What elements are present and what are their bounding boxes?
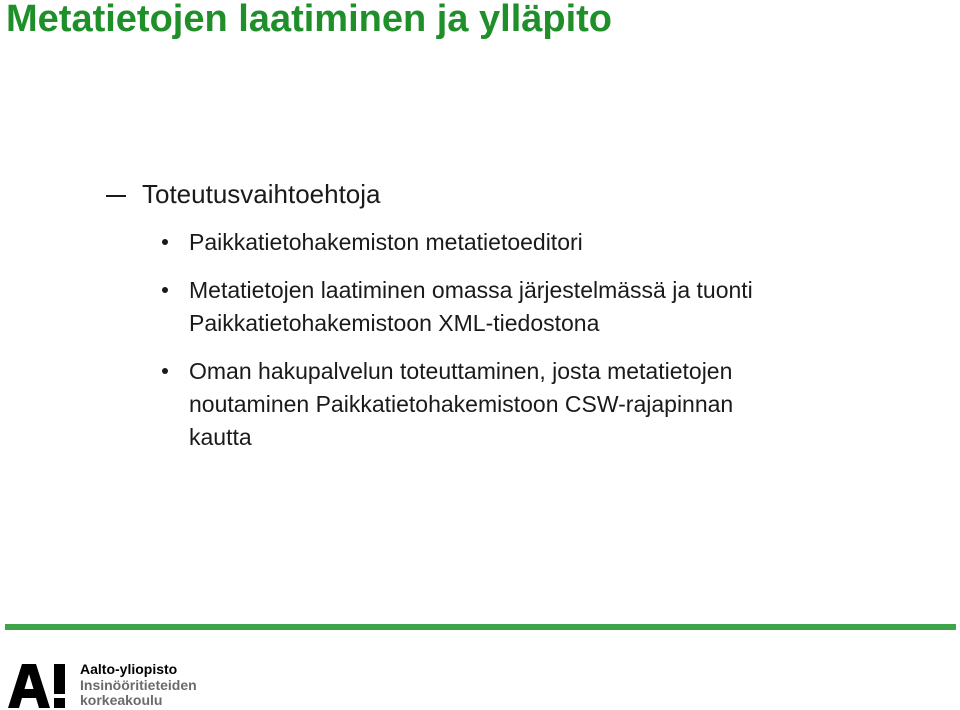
bullet-line: kautta	[189, 424, 252, 450]
level1-text: Toteutusvaihtoehtoja	[142, 179, 381, 209]
dash-bullet-icon	[106, 195, 126, 197]
bullet-item	[156, 355, 856, 454]
bullet-line: Metatietojen laatiminen omassa järjestelmässä ja tuonti	[189, 277, 753, 303]
bullet-line: Oman hakupalvelun toteuttaminen, josta metatietojen	[189, 358, 733, 384]
bullet-dot-icon	[162, 239, 168, 245]
bullet-line: Paikkatietohakemiston metatietoeditori	[189, 229, 583, 255]
bullet-line: Paikkatietohakemistoon XML-tiedostona	[189, 310, 600, 336]
bullet-item	[156, 226, 856, 259]
logo-line-school: Insinööritieteiden	[80, 676, 197, 693]
bullet-line: noutaminen Paikkatietohakemistoon CSW-rajapinnan	[189, 391, 734, 417]
slide-title: Metatietojen laatiminen ja ylläpito	[6, 0, 613, 40]
bullet-dot-icon	[162, 368, 168, 374]
logo-line-university: Aalto-yliopisto	[80, 661, 178, 677]
bullet-list	[156, 226, 856, 454]
logo-line-school-2: korkeakoulu	[80, 692, 163, 708]
aalto-logo	[8, 660, 238, 710]
bullet-dot-icon	[162, 287, 168, 293]
aalto-a-exclamation-logo-icon	[8, 664, 68, 708]
bullet-item	[156, 274, 856, 340]
logo-text	[80, 662, 197, 709]
footer-divider	[5, 624, 956, 630]
